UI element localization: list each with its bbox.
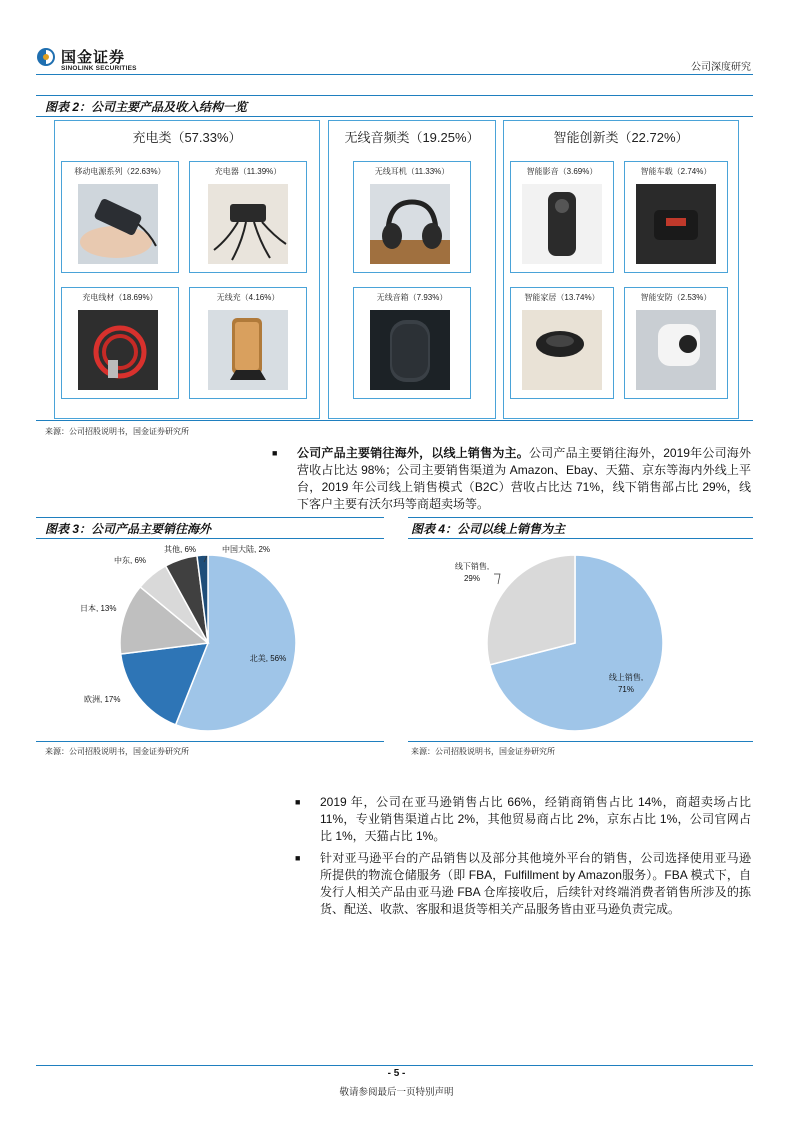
fig2-title: 图表 2：公司主要产品及收入结构一览 xyxy=(45,100,248,114)
security-camera-image xyxy=(636,310,716,390)
bullet-text-amazon-share: 2019 年，公司在亚马逊销售占比 66%，经销商销售占比 14%，商超卖场占比 11%，专业销售渠道占比 2%，其他贸易商占比 2%，京东占比 1%，公司官网占比 1%，天猫占比 1%。 xyxy=(320,795,751,843)
category-wireless-audio xyxy=(328,120,496,419)
report-type: 公司深度研究 xyxy=(691,62,751,73)
bullet-icon: ■ xyxy=(295,797,301,807)
fig2-title-rule xyxy=(36,116,753,117)
category-title: 智能创新类（22.72%） xyxy=(553,130,689,145)
fig2-bottom-rule xyxy=(36,420,753,421)
pie-label-3: 中东, 6% xyxy=(114,556,147,565)
category-title: 无线音频类（19.25%） xyxy=(344,130,480,145)
fig2-source: 来源：公司招股说明书，国金证券研究所 xyxy=(45,427,189,436)
product-label: 无线充（4.16%） xyxy=(216,293,280,302)
pie-label-4: 其他, 6% xyxy=(164,545,197,554)
projector-image xyxy=(522,184,602,264)
paragraph-lead: 公司产品主要销往海外，以线上销售为主。 xyxy=(297,446,529,460)
product-card xyxy=(61,287,179,399)
bullet-text-fba: 针对亚马逊平台的产品销售以及部分其他境外平台的销售，公司选择使用亚马逊所提供的物流仓储服务（即 FBA，Fulfillment by Amazon服务）。FBA 模式下，自发行人相关产品由亚马逊 FBA 仓库接收后，后续针对终端消费者销售所涉及的拣货、配送、收款、客服和退货等相关产品服务皆由亚马逊负责完成。 xyxy=(320,851,751,916)
product-label: 无线耳机（11.33%） xyxy=(374,167,450,176)
fig4-bottom-rule xyxy=(408,741,753,742)
pie-label-5: 中国大陆, 2% xyxy=(222,545,271,554)
product-card xyxy=(189,161,307,273)
fig4-top-rule xyxy=(408,517,753,518)
fig3-bottom-rule xyxy=(36,741,384,742)
fig3-source: 来源：公司招股说明书，国金证券研究所 xyxy=(45,747,189,756)
product-card xyxy=(353,287,471,399)
pie-label-2: 日本, 13% xyxy=(80,604,117,613)
category-title: 充电类（57.33%） xyxy=(132,130,242,145)
product-card xyxy=(624,161,728,273)
header-divider xyxy=(36,74,753,75)
region-pie-chart xyxy=(36,538,384,740)
disclaimer-note: 敬请参阅最后一页特别声明 xyxy=(339,1087,454,1098)
wireless-charger-image xyxy=(208,310,288,390)
paragraph-sales-overview xyxy=(297,445,751,513)
product-label: 智能家居（13.74%） xyxy=(524,293,600,302)
product-card xyxy=(61,161,179,273)
fig2-top-rule xyxy=(36,95,753,96)
fig3-top-rule xyxy=(36,517,384,518)
page-number: - 5 - xyxy=(387,1068,406,1079)
fig4-title: 图表 4：公司以线上销售为主 xyxy=(411,522,566,536)
leader-line xyxy=(494,574,500,584)
cable-image xyxy=(78,310,158,390)
logo-text-cn: 国金证券 xyxy=(61,49,126,66)
pie-label-0: 线上销售, xyxy=(608,673,644,682)
fig4-source: 来源：公司招股说明书，国金证券研究所 xyxy=(411,747,555,756)
robot-vacuum-image xyxy=(522,310,602,390)
product-label: 充电线材（18.69%） xyxy=(82,293,158,302)
logo-icon xyxy=(36,47,56,67)
product-label: 智能安防（2.53%） xyxy=(640,293,712,302)
logo-text-en: SINOLINK SECURITIES xyxy=(61,65,137,72)
product-label: 充电器（11.39%） xyxy=(214,167,282,176)
paragraph-body: 公司产品主要销往海外，2019年公司海外营收占比达 98%；公司主要销售渠道为 Amazon、Ebay、天猫、京东等海内外线上平台，2019 年公司线上销售模式（B2C）营收占比达 71%，线下销售部占比 29%，线下客户主要有沃尔玛等商超卖场等。 xyxy=(297,446,751,511)
charger-image xyxy=(208,184,288,264)
product-card xyxy=(510,287,614,399)
pie-value-0: 71% xyxy=(617,685,635,694)
product-label: 智能车载（2.74%） xyxy=(640,167,712,176)
product-card xyxy=(189,287,307,399)
product-label: 智能影音（3.69%） xyxy=(526,167,598,176)
fig3-title: 图表 3：公司产品主要销往海外 xyxy=(45,522,212,536)
car-charger-image xyxy=(636,184,716,264)
power-bank-image xyxy=(78,184,158,264)
footer-rule xyxy=(36,1065,753,1066)
product-card xyxy=(353,161,471,273)
category-charging xyxy=(54,120,320,419)
pie-label-0: 北美, 56% xyxy=(249,654,287,663)
pie-label-1: 线下销售, xyxy=(454,562,490,571)
channel-pie-chart xyxy=(408,538,753,740)
speaker-image xyxy=(370,310,450,390)
bullet-icon: ■ xyxy=(272,448,278,458)
pie-label-1: 欧洲, 17% xyxy=(84,695,121,704)
product-card xyxy=(624,287,728,399)
product-label: 移动电源系列（22.63%） xyxy=(74,167,166,176)
headphone-image xyxy=(370,184,450,264)
category-smart-innovation xyxy=(503,120,739,419)
pie-value-1: 29% xyxy=(463,574,481,583)
product-card xyxy=(510,161,614,273)
product-label: 无线音箱（7.93%） xyxy=(376,293,448,302)
bullet-icon: ■ xyxy=(295,853,301,863)
